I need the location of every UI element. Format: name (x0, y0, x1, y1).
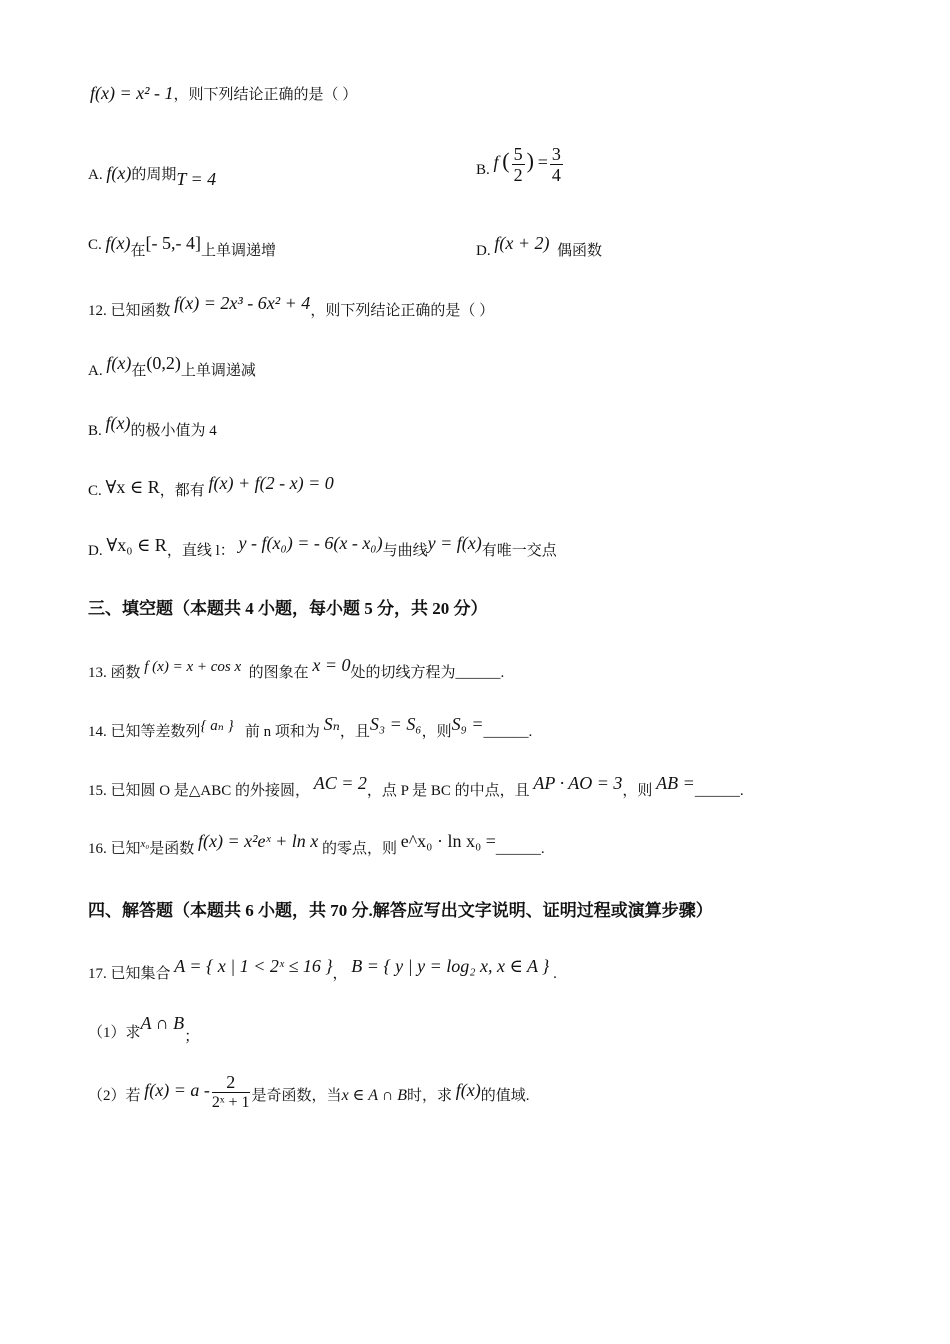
q17-stem (88, 955, 557, 982)
q17-sep: ， (332, 966, 348, 982)
q15-ac: AC = 2 (313, 773, 367, 793)
q16-blank: ______. (495, 841, 545, 857)
q11-c-text2: 上单调递增 (201, 243, 277, 259)
q12-option-b (88, 412, 217, 439)
option-label: A. (88, 363, 103, 379)
q12-a-text: 在 (131, 363, 147, 379)
q11-option-d (476, 232, 602, 259)
q11-b-eq: = (537, 151, 548, 172)
q11-option-a (88, 162, 217, 189)
q11-c-math: f(x) (105, 233, 131, 253)
q14-blank: ______. (483, 724, 533, 740)
q11-b-fraction: $\frac{5}{2}$ (513, 144, 523, 185)
q16 (88, 830, 545, 855)
q12-prefix: 12. 已知函数 (88, 303, 171, 319)
q11-stem-text: ，则下列结论正确的是（ ） (173, 87, 358, 103)
q13-text: 的图象在 (248, 665, 309, 681)
q16-prefix: 16. 已知 (88, 841, 141, 857)
option-label: C. (88, 483, 102, 499)
q17-p2-func: f(x) = a - (144, 1079, 210, 1100)
q14-prefix: 14. 已知等差数列 (88, 724, 201, 740)
q13-text2: 处的切线方程为______. (350, 665, 505, 681)
q12-c-text: ，都有 (159, 483, 205, 499)
q16-func: f(x) = x²eˣ + ln x (198, 831, 319, 851)
q15-dot: AP · AO = 3 (533, 773, 623, 793)
section-4-heading: 四、解答题（本题共 6 小题，共 70 分.解答应写出文字说明、证明过程或演算步骤） (88, 901, 713, 920)
q17-part2 (88, 1072, 530, 1113)
q14-sn: Sₙ (323, 714, 340, 734)
q17-set-b: B = { y | y = log₂ x, x ∈ A } (351, 956, 550, 976)
q12-d-text2: 与曲线 (382, 543, 428, 559)
q16-text2: 的零点，则 (321, 841, 397, 857)
q11-b-result: $\frac{3}{4}$ (551, 144, 561, 185)
option-label: C. (88, 237, 102, 253)
q17-p1-math: A ∩ B (140, 1013, 185, 1033)
q13 (88, 654, 505, 681)
option-label: A. (88, 167, 103, 183)
q11-c-interval: [- 5,- 4] (145, 233, 201, 253)
q12-stem-math: f(x) = 2x³ - 6x² + 4 (174, 293, 311, 313)
q11-b-f: f (493, 151, 499, 172)
q15-text: 15. 已知圆 O 是△ABC 的外接圆， (88, 783, 310, 799)
q11-a-math: f(x) (106, 163, 132, 183)
q12-a-interval: (0,2) (146, 353, 181, 373)
q12-c-forall: ∀x ∈ R (105, 477, 160, 497)
q14-condition: S₃ = S₆ (369, 714, 422, 734)
q12-d-curve: y = f(x) (427, 533, 482, 553)
q17-p2-label: （2）若 (88, 1087, 141, 1104)
option-label: B. (476, 161, 490, 178)
q17-p2-text2: 时，求 (407, 1087, 453, 1104)
option-label: D. (88, 543, 103, 559)
q12-option-a (88, 352, 256, 379)
q17-p2-fraction: $\frac{2}{\text{2ˣ + 1}}$ (211, 1072, 250, 1111)
option-label: B. (88, 423, 102, 439)
q12-a-text2: 上单调递减 (180, 363, 256, 379)
option-label: D. (476, 243, 491, 259)
q12-b-math: f(x) (105, 413, 131, 433)
q15 (88, 772, 744, 799)
q13-point: x = 0 (312, 655, 351, 675)
q14-text2: ，且 (339, 724, 370, 740)
q11-a-text: 的周期 (131, 167, 177, 183)
q12-d-forall: ∀x₀ ∈ R (106, 535, 167, 555)
q17-end: . (553, 966, 557, 982)
q15-blank: ______. (694, 783, 744, 799)
q12-option-c (88, 472, 334, 499)
q17-prefix: 17. 已知集合 (88, 966, 171, 982)
q12-d-text: ，直线 l： (166, 543, 235, 559)
q11-option-b: B. f ( $\frac{5}{2}$ ) = $\frac{3}{4}$ (476, 144, 561, 185)
q11-a-math2: T = 4 (176, 169, 217, 189)
q16-text: 是函数 (149, 841, 195, 857)
q17-p2-text: 是奇函数，当 (251, 1087, 342, 1104)
q12-d-line: y - f(x₀) = - 6(x - x₀) (238, 533, 383, 553)
q13-prefix: 13. 函数 (88, 665, 141, 681)
q15-ab: AB = (656, 773, 695, 793)
q17-p2-f: f(x) (455, 1079, 481, 1100)
q15-text2: ，点 P 是 BC 的中点，且 (366, 783, 530, 799)
q17-p2-domain: x ∈ A ∩ B (341, 1086, 408, 1104)
q14-sequence: { aₙ } (200, 718, 234, 734)
q11-d-math: f(x + 2) (494, 233, 550, 253)
q12-b-text: 的极小值为 4 (130, 423, 217, 439)
q12-stem-text: ，则下列结论正确的是（ ） (310, 303, 495, 319)
q11-c-text: 在 (130, 243, 146, 259)
q14 (88, 713, 533, 740)
q12-option-d (88, 532, 557, 559)
q14-s9: S₉ = (451, 714, 484, 734)
q17-set-a: A = { x | 1 < 2ˣ ≤ 16 } (174, 956, 333, 976)
q11-stem-math: f(x) = x² - 1 (90, 83, 174, 103)
q11-option-c (88, 232, 277, 259)
q17-part1 (88, 1012, 200, 1045)
q13-func: f (x) = x + cos x (144, 659, 242, 675)
q12-a-math: f(x) (106, 353, 132, 373)
q16-expr: e^x₀ · ln x₀ = (400, 831, 496, 851)
q16-x0: x₀ (140, 838, 150, 850)
q17-p1-label: （1）求 (88, 1025, 141, 1041)
q12-stem (88, 292, 495, 319)
q12-d-text3: 有唯一交点 (481, 543, 557, 559)
q17-p2-text3: 的值域. (480, 1087, 530, 1104)
q15-text3: ，则 (622, 783, 653, 799)
q14-text: 前 n 项和为 (244, 724, 320, 740)
q11-stem (90, 82, 357, 106)
q12-c-math: f(x) + f(2 - x) = 0 (208, 473, 334, 493)
q11-d-text: 偶函数 (556, 243, 602, 259)
q14-text3: ，则 (421, 724, 452, 740)
q17-p1-end: ； (184, 1029, 200, 1045)
section-3-heading: 三、填空题（本题共 4 小题，每小题 5 分，共 20 分） (88, 599, 488, 618)
